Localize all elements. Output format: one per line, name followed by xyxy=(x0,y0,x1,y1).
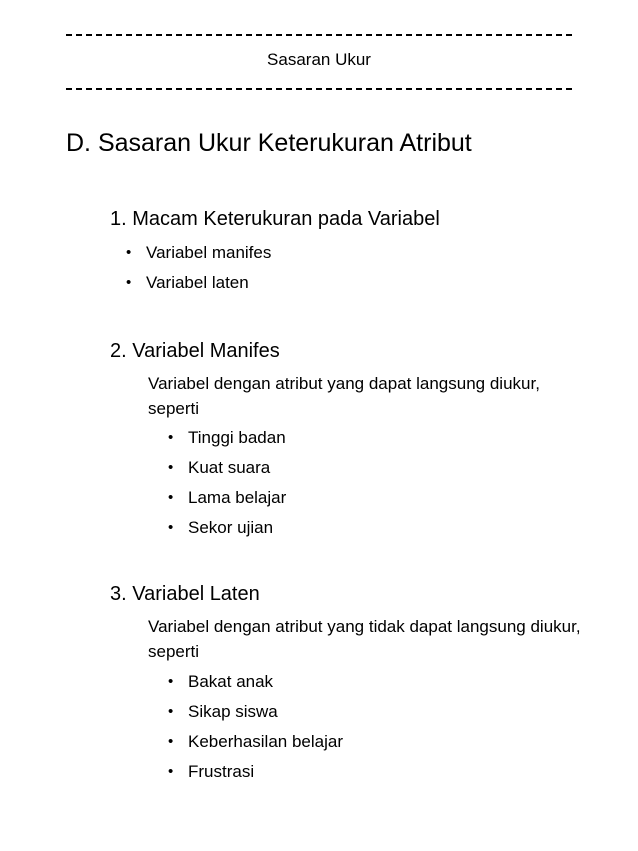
bullet-icon: • xyxy=(168,763,174,780)
header-title: Sasaran Ukur xyxy=(267,50,371,69)
item-2-description: Variabel dengan atribut yang dapat langsung diukur, seperti xyxy=(148,374,540,418)
item-1-bullet-list xyxy=(124,238,271,298)
list-item xyxy=(124,268,271,298)
list-item xyxy=(166,727,343,757)
list-item xyxy=(166,453,286,483)
item-3-heading: 3. Variabel Laten xyxy=(110,583,260,605)
bullet-icon: • xyxy=(168,429,174,446)
bullet-icon: • xyxy=(126,244,132,261)
list-item-text: Tinggi badan xyxy=(188,428,286,447)
item-3-description: Variabel dengan atribut yang tidak dapat langsung diukur, seperti xyxy=(148,617,581,661)
list-item-text: Sikap siswa xyxy=(188,702,278,721)
list-item-text: Variabel manifes xyxy=(146,243,272,262)
item-3-bullet-list xyxy=(166,667,343,787)
list-item-text: Kuat suara xyxy=(188,458,271,477)
item-2-heading: 2. Variabel Manifes xyxy=(110,340,280,362)
item-1-heading: 1. Macam Keterukuran pada Variabel xyxy=(110,208,440,230)
bullet-icon: • xyxy=(168,459,174,476)
list-item-text: Keberhasilan belajar xyxy=(188,732,343,751)
bullet-icon: • xyxy=(168,673,174,690)
section-title: D. Sasaran Ukur Keterukuran Atribut xyxy=(66,129,472,157)
bullet-icon: • xyxy=(168,519,174,536)
list-item-text: Frustrasi xyxy=(188,762,255,781)
bullet-icon: • xyxy=(168,733,174,750)
bullet-icon: • xyxy=(168,489,174,506)
list-item xyxy=(124,238,271,268)
list-item xyxy=(166,697,343,727)
list-item-text: Lama belajar xyxy=(188,488,287,507)
list-item-text: Sekor ujian xyxy=(188,518,274,537)
list-item-text: Variabel laten xyxy=(146,273,249,292)
list-item xyxy=(166,423,286,453)
list-item xyxy=(166,483,286,513)
header-divider-top xyxy=(66,34,572,36)
list-item-text: Bakat anak xyxy=(188,672,274,691)
bullet-icon: • xyxy=(126,274,132,291)
list-item xyxy=(166,667,343,697)
bullet-icon: • xyxy=(168,703,174,720)
list-item xyxy=(166,757,343,787)
list-item xyxy=(166,513,286,543)
header-divider-bottom xyxy=(66,88,572,90)
item-2-bullet-list xyxy=(166,423,286,543)
